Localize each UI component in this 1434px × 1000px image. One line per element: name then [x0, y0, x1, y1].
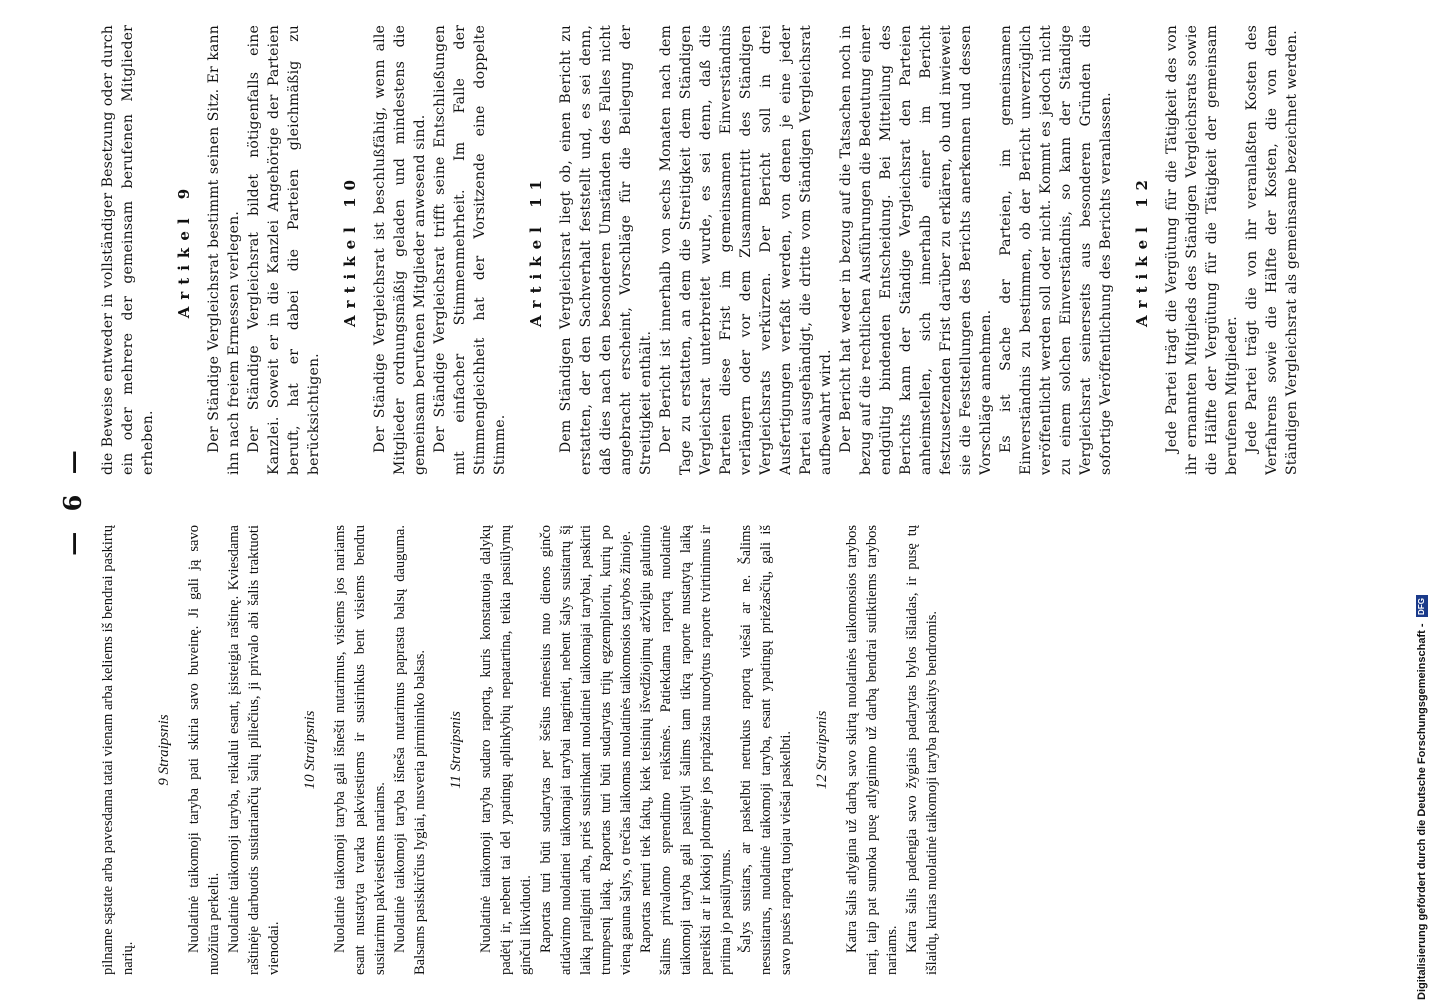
german-article-10-heading: Artikel 10	[341, 173, 359, 327]
lithuanian-article-9-heading: 9 Straipsnis	[156, 714, 172, 786]
lithuanian-column	[98, 525, 1338, 975]
german-article-10-paragraph-1: Der Ständige Vergleichsrat ist beschlußfähig, wenn alle Mitglieder ordnungsmäßig geladen und mindestens die gemeinsam berufenen Mitglieder anwesend sind.	[372, 25, 428, 475]
german-article-12-paragraph-1: Jede Partei trägt die Vergütung für die Tätigkeit des von ihr ernannten Mitglieds des Ständigen Vergleichsrats sowie die Hälfte der Vergütung für die Tätigkeit der gemeinsam berufenen Mitglieder.	[1164, 25, 1240, 475]
lithuanian-article-11-paragraph-4: Šalys susitars, ar paskelbti netrukus raportą viešai ar ne. Šalims nesusitarus, nuolatinė taikomoji taryba, esant ypatingų priežasčių, gali iš savo pusės raportą tuojau viešai paskelbti.	[738, 525, 794, 975]
lithuanian-article-10-paragraph-2: Nuolatinė taikomoji taryba išneša nutarimus paprasta balsų dauguma. Balsams pasiskirčius lygiai, nusveria pirmininko balsas.	[392, 525, 428, 975]
lithuanian-article-9-paragraph-1: Nuolatinė taikomoji taryba pati skiria savo buveinę. Ji gali ją savo nuožiūra perkelti.	[186, 525, 222, 975]
lithuanian-article-11-paragraph-3: Raportas neturi tiek faktų, kiek teisinių išvedžiojimų atžvilgiu galutinio šalims privalomo sprendimo reikšmės. Patiekdama raportą nuolatinė taikomoji taryba gali pasiūlyti šalims tam tikrą raporte nustatytą laiką pareikšti ar ir kokioj plotmėje jos pripažista nurodytus raporte tvirtinimus ir priima jo pasiūlymus.	[638, 525, 734, 975]
lithuanian-article-10-heading: 10 Straipsnis	[302, 710, 318, 790]
german-article-11-paragraph-2: Der Bericht ist innerhalb von sechs Monaten nach dem Tage zu erstatten, an dem die Streitigkeit dem Ständigen Vergleichsrat unterbreitet wurde, es sei denn, daß die Parteien diese Frist im gemeinsamen Einverständnis verlängern oder vor dem Zusammentritt des Ständigen Vergleichsrats verkürzen. Der Bericht soll in drei Ausfertigungen verfaßt werden, von denen je eine jeder Partei ausgehändigt, die dritte vom Ständigen Vergleichsrat aufbewahrt wird.	[658, 25, 834, 475]
german-article-9-paragraph-1: Der Ständige Vergleichsrat bestimmt seinen Sitz. Er kann ihn nach freiem Ermessen verlegen.	[206, 25, 242, 475]
german-article-9-heading: Artikel 9	[175, 181, 193, 319]
german-article-9-paragraph-2: Der Ständige Vergleichsrat bildet nötigenfalls eine Kanzlei. Soweit er in die Kanzlei Angehörige der Parteien beruft, hat er dabei die Parteien gleichmäßig zu berücksichtigen.	[246, 25, 322, 475]
german-article-12-heading: Artikel 12	[1133, 173, 1151, 327]
lithuanian-article-9-paragraph-2: Nuolatinė taikomoji taryba, reikalui esant, įsisteigia raštinę. Kviesdama raštinėje darbuotis susitariančių šalių piliečius, ji privalo abi šalis traktuoti vienodai.	[226, 525, 282, 975]
german-intro-paragraph: die Beweise entweder in vollständiger Besetzung oder durch ein oder mehrere der gemeinsam berufenen Mitglieder erheben.	[100, 25, 156, 475]
german-article-11-paragraph-3: Der Bericht hat weder in bezug auf die Tatsachen noch in bezug auf die rechtlichen Ausführungen die Bedeutung einer endgültig bindenden Entscheidung. Bei Mitteilung des Berichts kann der Ständige Vergleichsrat den Parteien anheimstellen, sich innerhalb einer im Bericht festzusetzenden Frist darüber zu erklären, ob und inwieweit sie die Feststellungen des Berichts anerkennen und dessen Vorschläge annehmen.	[838, 25, 994, 475]
lithuanian-article-11-heading: 11 Straipsnis	[448, 711, 464, 789]
page-number: — 6 —	[58, 444, 87, 556]
lithuanian-article-11-paragraph-1: Nuolatinė taikomoji taryba sudaro raportą, kuris konstatuoja dalykų padėtį ir, nebent tai del ypatingų aplinkybių nepatartina, teikia pasiūlymų ginčui likviduoti.	[478, 525, 534, 975]
dfg-logo: DFG	[1416, 595, 1428, 617]
lithuanian-article-12-heading: 12 Straipsnis	[814, 710, 830, 790]
lithuanian-article-10-paragraph-1: Nuolatinė taikomoji taryba gali išnešti nutarimus, visiems jos nariams esant nustatyta tvarka pakviestiems ir susirinkus bent visiems bendru susitarimu pakviestiems nariams.	[332, 525, 388, 975]
german-article-11-heading: Artikel 11	[527, 173, 545, 327]
digitization-note: Digitalisierung gefördert durch die Deutsche Forschungsgemeinschaft -	[1416, 623, 1428, 1000]
digitization-footer	[1416, 0, 1428, 1000]
german-article-10-paragraph-2: Der Ständige Vergleichsrat trifft seine Entschließungen mit einfacher Stimmenmehrheit. Im Falle der Stimmengleichheit hat der Vorsitzende eine doppelte Stimme.	[432, 25, 508, 475]
german-article-11-paragraph-1: Dem Ständigen Vergleichsrat liegt ob, einen Bericht zu erstatten, der den Sachverhalt feststellt und, es sei denn, daß dies nach den besonderen Umständen des Falles nicht angebracht erscheint, Vorschläge für die Beilegung der Streitigkeit enthält.	[558, 25, 654, 475]
lithuanian-article-12-paragraph-1: Katra šalis atlygina už darbą savo skirtą nuolatinės taikomosios tarybos narį, taip pat sumoka pusę atlyginimo už darbą bendrai sutiktiems tarybos nariams.	[844, 525, 900, 975]
german-article-11-paragraph-4: Es ist Sache der Parteien, im gemeinsamen Einverständnis zu bestimmen, ob der Bericht unverzüglich veröffentlicht werden soll oder nicht. Kommt es jedoch nicht zu einem solchen Einverständnis, so kann der Ständige Vergleichsrat seinerseits aus besonderen Gründen die sofortige Veröffentlichung des Berichts veranlassen.	[998, 25, 1114, 475]
german-article-12-paragraph-2: Jede Partei trägt die von ihr veranlaßten Kosten des Verfahrens sowie die Hälfte der Kosten, die von dem Ständigen Vergleichsrat als gemeinsame bezeichnet werden.	[1244, 25, 1300, 475]
german-column	[98, 25, 1338, 475]
lithuanian-intro-paragraph: pilname sąstate arba pavesdama tatai vienam arba keliems iš bendrai paskirtų narių.	[100, 525, 136, 975]
lithuanian-article-11-paragraph-2: Raportas turi būti sudarytas per šešius mėnesius nuo dienos ginčo atidavimo nuolatinei taikomajai tarybai nagrinėti, nebent šalys susitartų šį laiką prailginti arba, prieš susirinkant nuolatinei taikomajai tarybai, paskirti trumpesnį laiką. Raportas turi būti sudarytas trijų egzemplioriu, kurių po vieną gauna šalys, o trečias laikomas nuolatinės taikomosios tarybos žinioje.	[538, 525, 634, 975]
lithuanian-article-12-paragraph-2: Katra šalis padengia savo žygiais padarytas bylos išlaidas, ir pusę tų išlaidų, kurias nuolatinė taikomoji taryba paskaitys bendromis.	[904, 525, 940, 975]
